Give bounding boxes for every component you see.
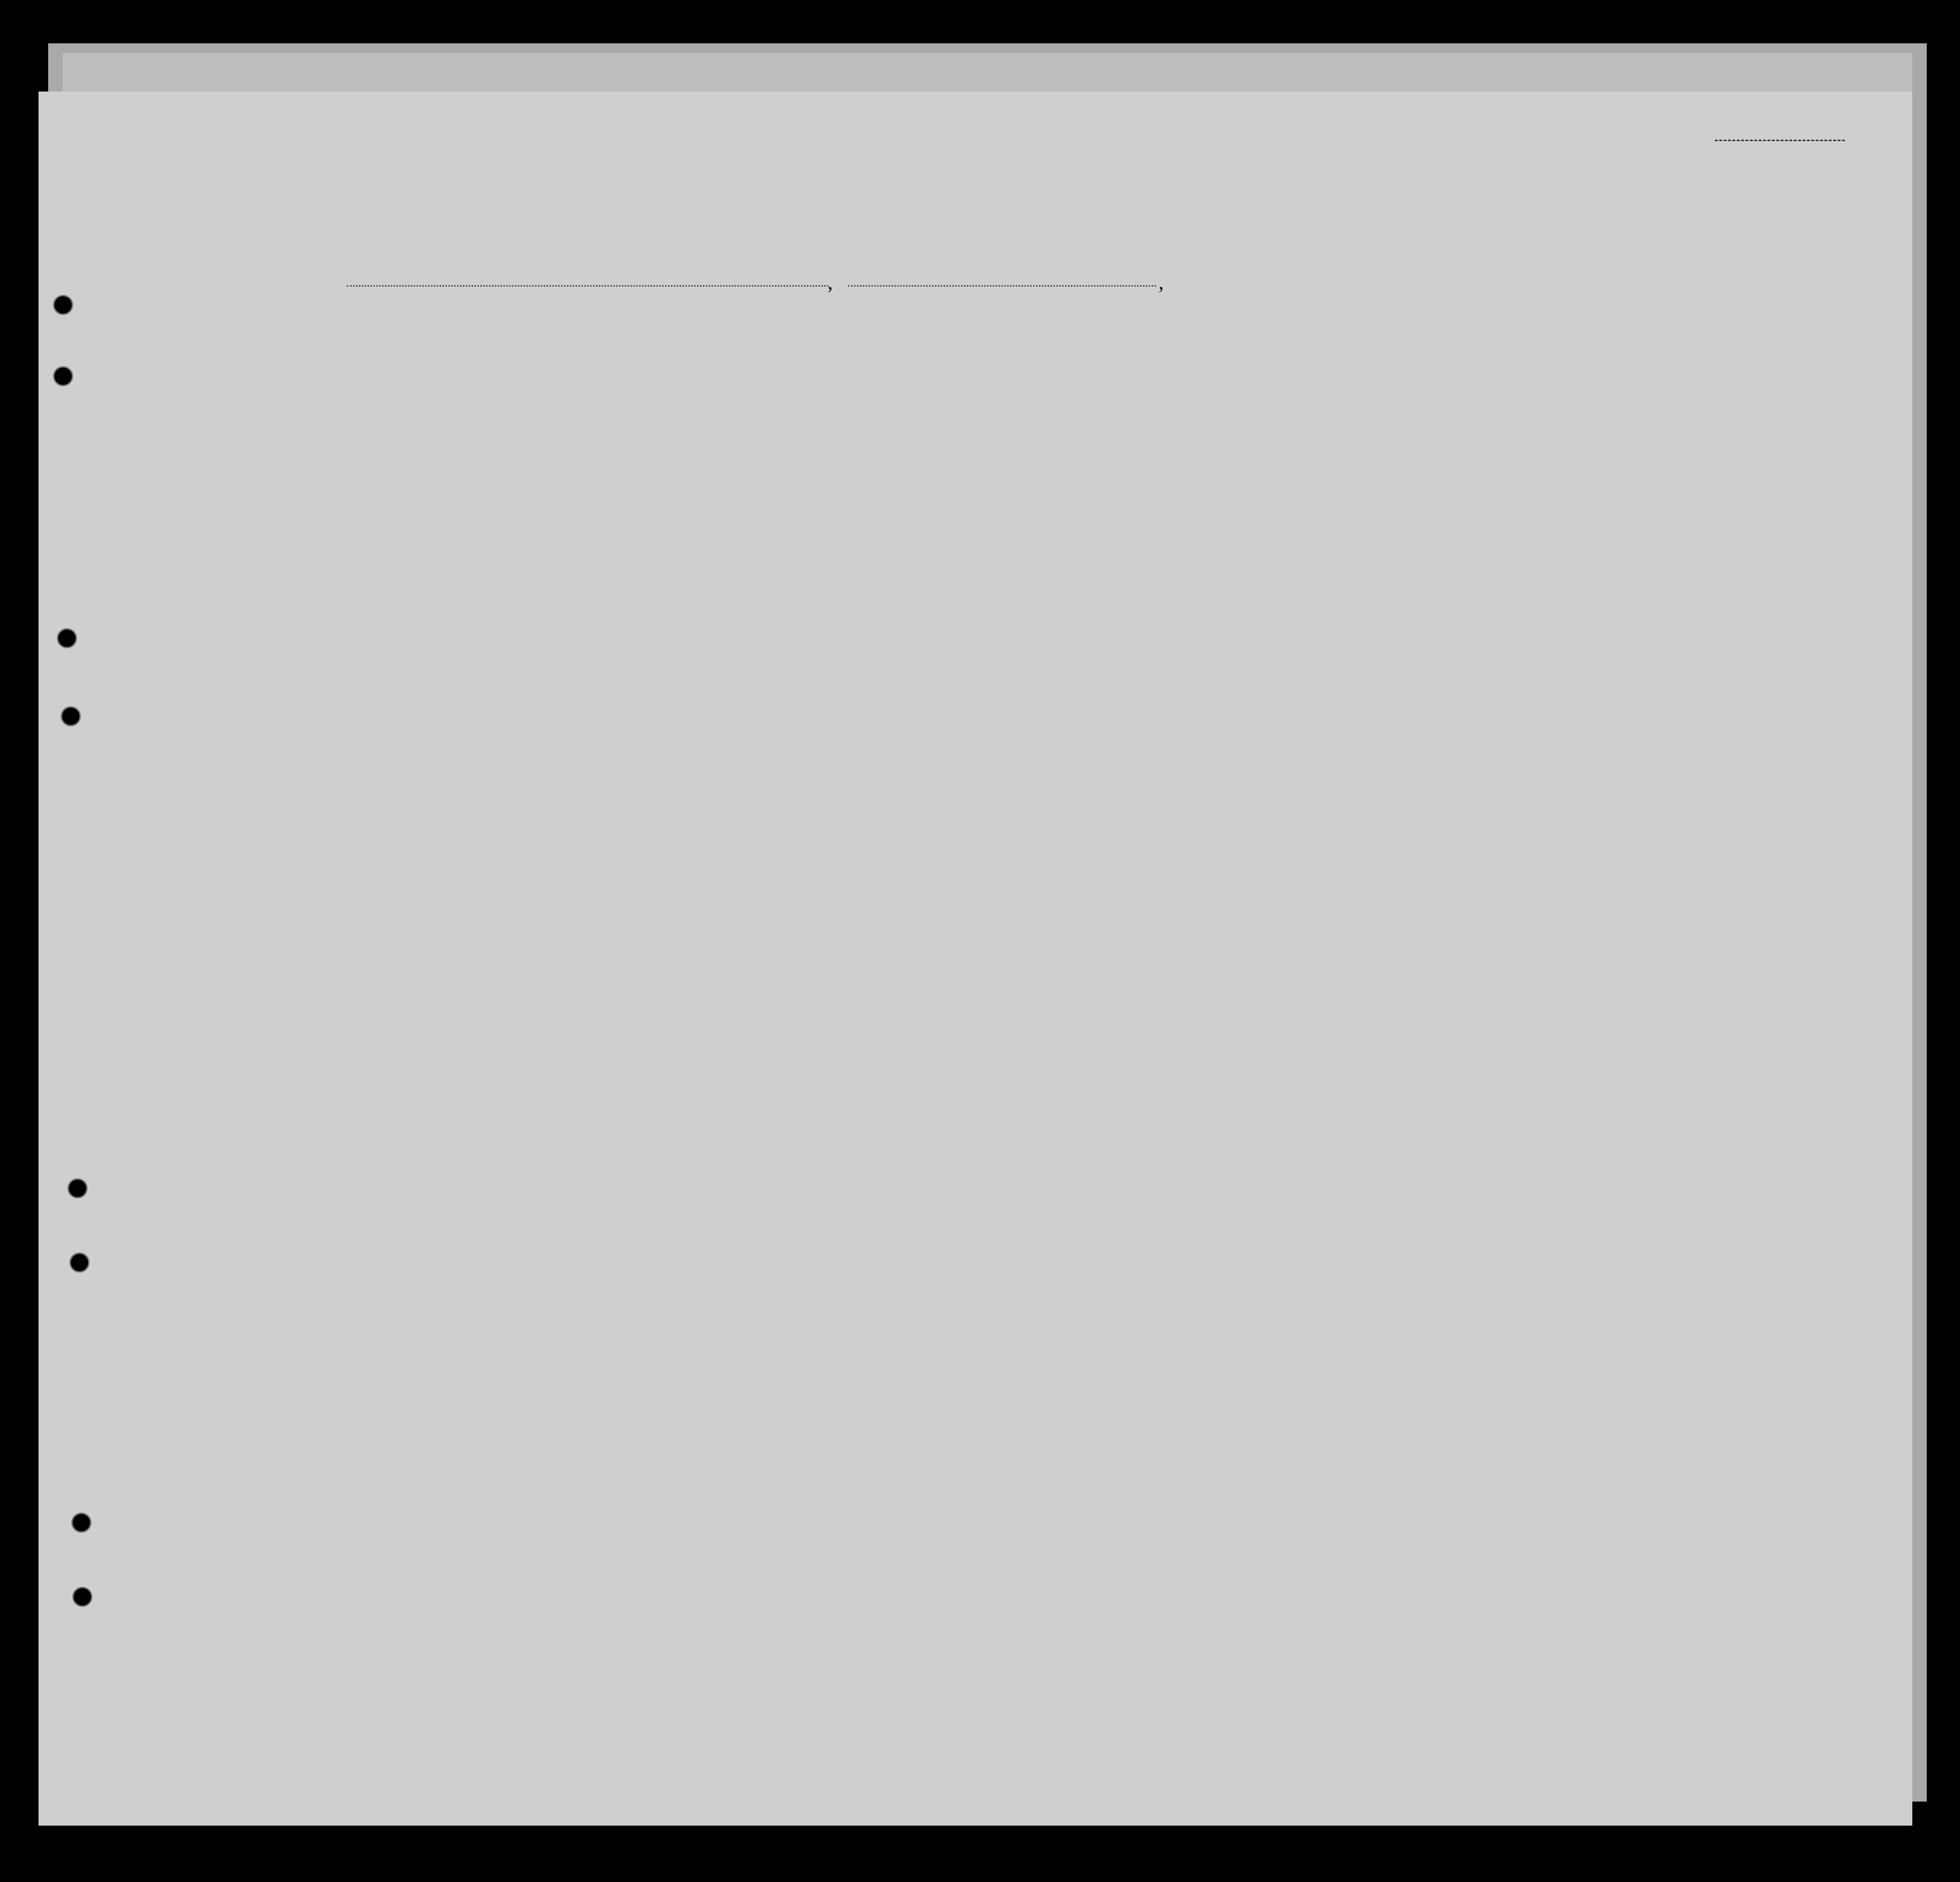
- binder-hole: [53, 366, 73, 386]
- binder-hole: [57, 628, 77, 648]
- comma: ,: [828, 270, 833, 294]
- binder-hole: [67, 1178, 88, 1198]
- binder-hole: [53, 295, 73, 315]
- binder-hole: [71, 1513, 92, 1533]
- hdr-inches: [1606, 424, 1621, 462]
- hdr-money: [686, 347, 708, 467]
- hdr-prison: [1250, 337, 1282, 467]
- hdr-anarchist: [1314, 337, 1329, 467]
- hdr-purpose-citizen: [1211, 356, 1240, 467]
- binder-hole: [72, 1587, 92, 1607]
- hdr-feet: [1585, 424, 1599, 462]
- binder-hole: [61, 706, 81, 726]
- comma-2: ,: [1158, 270, 1164, 294]
- hdr-polygamist: [1289, 337, 1304, 467]
- binder-hole: [69, 1252, 90, 1273]
- hdr-deported: [1433, 337, 1462, 467]
- hdr-ticket: [568, 347, 590, 467]
- hdr-purpose-return: [1102, 356, 1141, 467]
- hdr-offer: [1390, 337, 1426, 467]
- hdr-purpose-length: [1156, 356, 1185, 467]
- hdr-overthrow: [1337, 337, 1385, 467]
